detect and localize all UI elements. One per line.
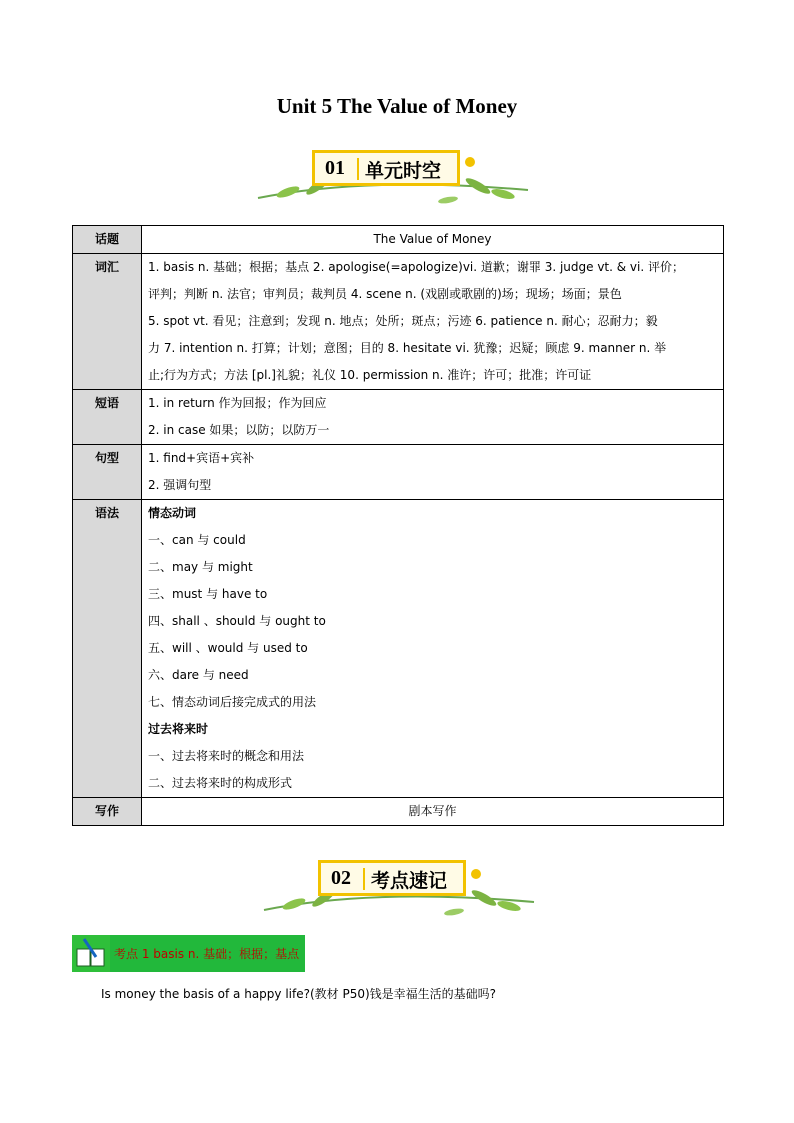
patterns-cell	[142, 445, 724, 500]
grammar-item: 四、shall 、should 与 ought to	[148, 614, 326, 628]
grammar-heading: 过去将来时	[148, 722, 209, 736]
keypoint-label: 考点 1 basis n. 基础；根据；基点	[110, 935, 305, 972]
row-label: 写作	[73, 798, 142, 826]
vocab-line: 5. spot vt. 看见；注意到；发现 n. 地点；处所；斑点；污迹 6. patience n. 耐心；忍耐力；毅	[148, 314, 658, 328]
phrase-line: 1. in return 作为回报；作为回应	[148, 396, 327, 410]
row-label: 词汇	[73, 254, 142, 390]
section-label: 单元时空	[365, 160, 442, 182]
grammar-item: 二、may 与 might	[148, 560, 253, 574]
section-banner-2	[254, 858, 544, 924]
section-label: 考点速记	[371, 870, 448, 892]
unit-overview-table	[72, 225, 724, 826]
row-label: 话题	[73, 226, 142, 254]
example-sentence: Is money the basis of a happy life?(教材 P50)钱是幸福生活的基础吗?	[101, 987, 497, 1001]
pattern-line: 2. 强调句型	[148, 478, 212, 492]
grammar-item: 七、情态动词后接完成式的用法	[148, 695, 317, 709]
table-row	[73, 500, 724, 798]
table-row	[73, 226, 724, 254]
table-row	[73, 390, 724, 445]
vocab-cell	[142, 254, 724, 390]
grammar-item: 三、must 与 have to	[148, 587, 268, 601]
table-row	[73, 445, 724, 500]
writing-value: 剧本写作	[142, 798, 724, 826]
topic-value: The Value of Money	[142, 226, 724, 254]
grammar-item: 一、can 与 could	[148, 533, 246, 547]
pattern-line: 1. find+宾语+宾补	[148, 451, 255, 465]
vocab-line: 1. basis n. 基础；根据；基点 2. apologise(=apologize)vi. 道歉；谢罪 3. judge vt. & vi. 评价；	[148, 260, 684, 274]
grammar-item: 五、will 、would 与 used to	[148, 641, 308, 655]
section-banner-1	[248, 148, 538, 214]
page-title: Unit 5 The Value of Money	[276, 94, 518, 118]
book-pencil-icon	[72, 935, 110, 972]
section-number: 02	[331, 867, 351, 889]
grammar-cell	[142, 500, 724, 798]
row-label: 句型	[73, 445, 142, 500]
vocab-line: 止;行为方式；方法 [pl.]礼貌；礼仪 10. permission n. 准许；许可；批准；许可证	[148, 368, 592, 382]
grammar-heading: 情态动词	[148, 506, 197, 520]
section-number: 01	[325, 157, 345, 179]
table-row	[73, 254, 724, 390]
keypoint-header	[72, 935, 305, 972]
row-label: 短语	[73, 390, 142, 445]
grammar-item: 一、过去将来时的概念和用法	[148, 749, 305, 763]
row-label: 语法	[73, 500, 142, 798]
grammar-item: 六、dare 与 need	[148, 668, 249, 682]
table-row	[73, 798, 724, 826]
phrases-cell	[142, 390, 724, 445]
vocab-line: 力 7. intention n. 打算；计划；意图；目的 8. hesitate vi. 犹豫；迟疑；顾虑 9. manner n. 举	[148, 341, 667, 355]
phrase-line: 2. in case 如果；以防；以防万一	[148, 423, 330, 437]
grammar-item: 二、过去将来时的构成形式	[148, 776, 293, 790]
vocab-line: 评判；判断 n. 法官；审判员；裁判员 4. scene n. (戏剧或歌剧的)场；现场；场面；景色	[148, 287, 622, 301]
